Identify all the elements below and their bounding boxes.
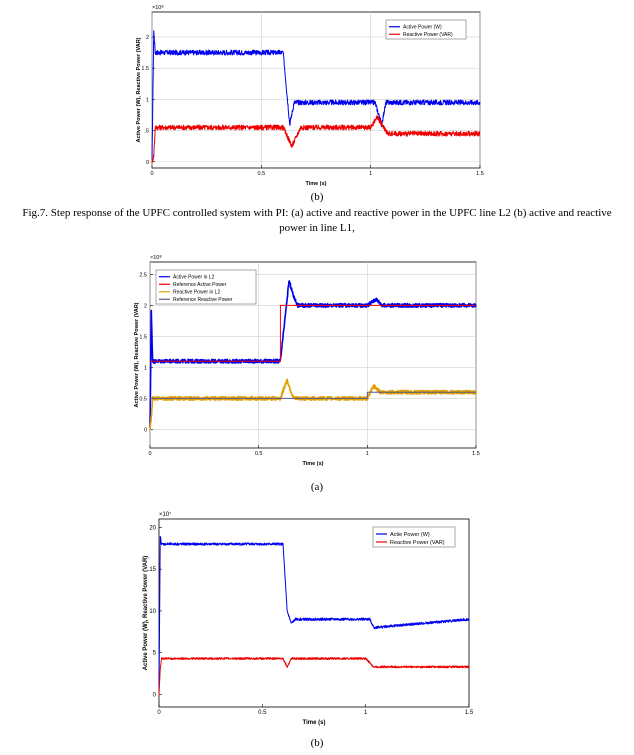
legend-entry: Actie Power (W) [390, 532, 430, 538]
y-tick-label: 2 [145, 34, 149, 41]
x-tick-label: 0.5 [257, 171, 266, 177]
x-axis-label: Time (s) [302, 461, 324, 467]
x-tick-label: 1.5 [464, 710, 474, 716]
y-tick-label: 2 [143, 303, 147, 310]
y-tick-label: 2.5 [139, 272, 147, 279]
legend-entry: Active Power in L2 [173, 274, 215, 281]
chart-l2-power-pi [0, 248, 634, 478]
panel-label-b-bottom: (b) [310, 737, 324, 749]
y-tick-label: .5 [144, 128, 149, 135]
y-axis-label: Active Power (W), Reactive Power (VAR) [136, 37, 142, 143]
x-tick-label: 0.5 [254, 451, 263, 457]
y-tick-label: 0.5 [139, 396, 147, 403]
panel-label-b-top: (b) [310, 191, 324, 203]
legend-entry: Reference Active Power [173, 282, 227, 288]
legend-entry: Reactive Power (VAR) [390, 540, 445, 546]
figure-caption: Fig.7. Step response of the UPFC controlled system with PI: (a) active and reactive power in the UPFC line L2 (b) active and reactive power in line L1, [22, 207, 612, 234]
legend-entry: Reactive Power in L2 [173, 289, 221, 296]
legend-entry: Active Power (W) [403, 24, 442, 31]
y-tick-label: 20 [149, 525, 156, 532]
x-tick-label: 1.5 [472, 451, 480, 457]
y-axis-label: Active Power (W), Reactive Power (VAR) [143, 555, 149, 671]
y-axis-label: Active Power (W), Reactive Power (VAR) [134, 302, 140, 408]
x-tick-label: 0 [148, 451, 152, 457]
legend [156, 270, 256, 304]
panel-label-a: (a) [310, 481, 324, 493]
x-tick-label: 0 [157, 710, 161, 716]
y-tick-label: 15 [149, 567, 156, 574]
chart-l1-power [0, 505, 634, 735]
x-axis-label: Time (s) [302, 720, 326, 726]
legend [386, 20, 466, 39]
y-exponent-label: ×10⁸ [152, 5, 164, 11]
y-tick-label: 1.5 [141, 66, 149, 73]
y-tick-label: 5 [152, 650, 156, 657]
y-exponent-label: ×10⁸ [150, 255, 162, 261]
y-tick-label: 1 [145, 97, 149, 104]
x-tick-label: 1 [363, 710, 368, 716]
x-tick-label: 0 [150, 171, 154, 177]
y-tick-label: 1 [143, 365, 147, 372]
y-tick-label: 1.5 [139, 334, 147, 341]
chart-l1-power-pi [0, 0, 634, 195]
y-tick-label: 0 [152, 692, 156, 699]
x-tick-label: 1 [369, 171, 373, 177]
x-tick-label: 1.5 [476, 171, 484, 177]
legend-entry: Reactive Power (VAR) [403, 32, 453, 38]
y-tick-label: 10 [149, 608, 156, 615]
y-tick-label: 0 [145, 159, 149, 166]
x-tick-label: 0.5 [258, 710, 267, 716]
x-tick-label: 1 [365, 451, 369, 457]
legend-entry: Reference Reactive Power [173, 297, 233, 303]
legend [373, 527, 455, 547]
y-tick-label: 0 [143, 427, 147, 434]
x-axis-label: Time (s) [305, 181, 327, 187]
y-exponent-label: ×10⁷ [159, 512, 172, 518]
